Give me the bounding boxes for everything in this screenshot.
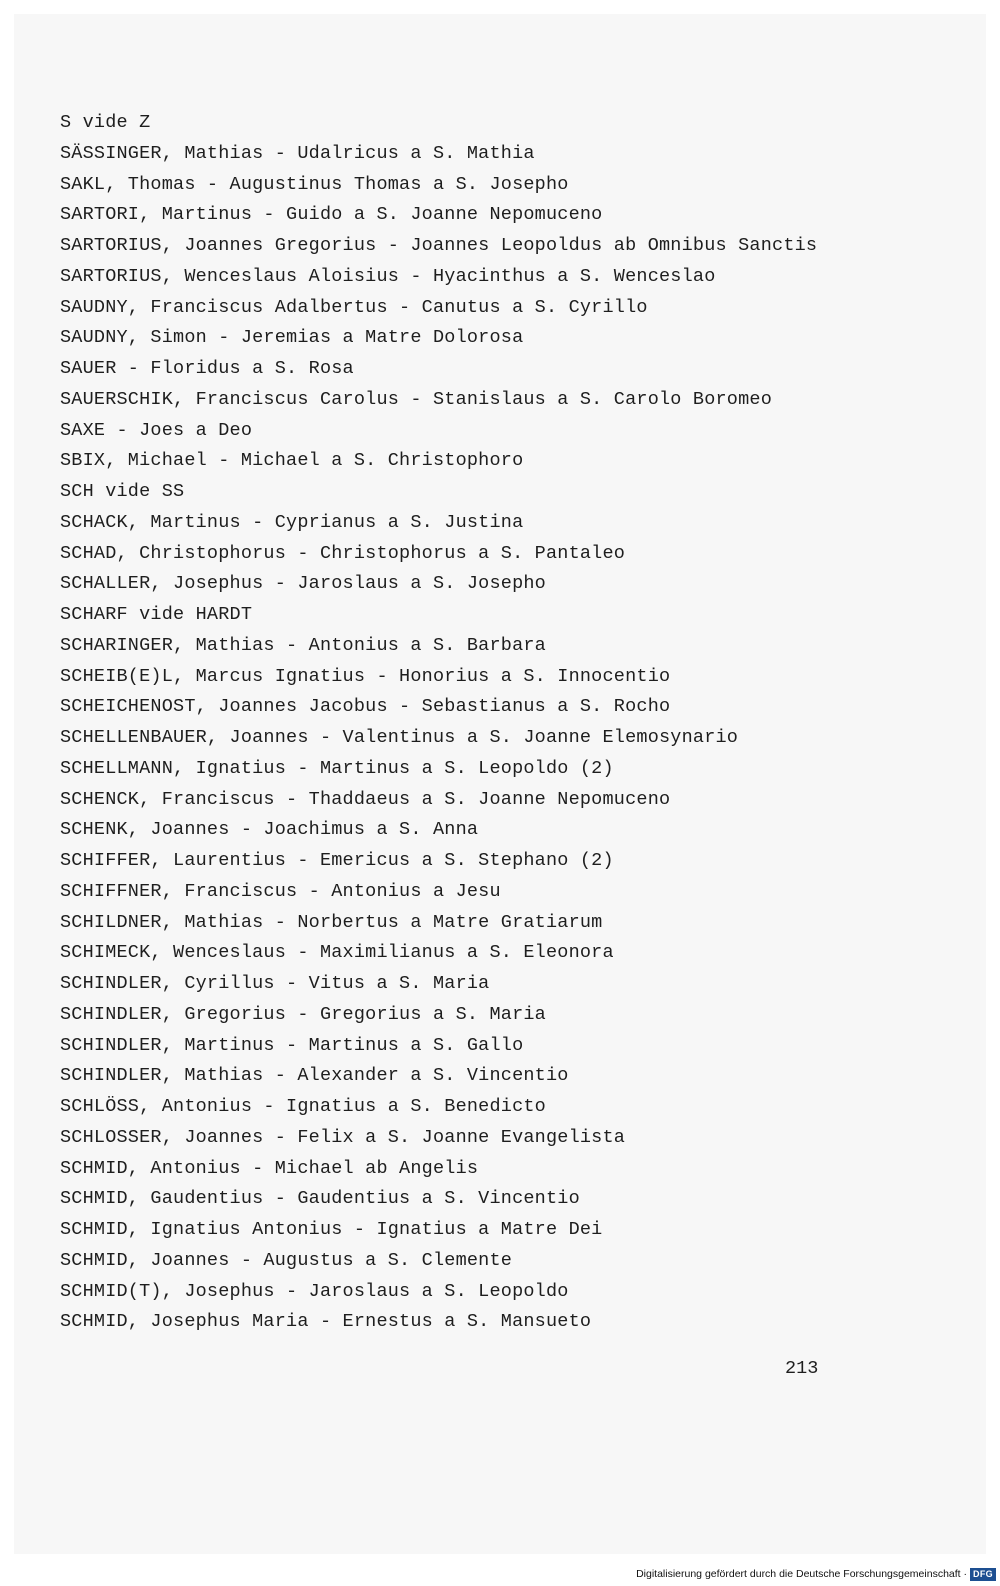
index-entry: SCHELLMANN, Ignatius - Martinus a S. Leopoldo (2) (60, 757, 614, 779)
index-entry: SCHIFFNER, Franciscus - Antonius a Jesu (60, 880, 501, 902)
index-entry: SCHINDLER, Cyrillus - Vitus a S. Maria (60, 973, 490, 994)
index-entry: SCHILDNER, Mathias - Norbertus a Matre Gratiarum (60, 911, 603, 933)
index-entry: S vide Z (60, 112, 151, 133)
index-entry: SCHIFFER, Laurentius - Emericus a S. Stephano (2) (60, 850, 614, 871)
index-entry: SCHINDLER, Gregorius - Gregorius a S. Maria (60, 1003, 546, 1025)
index-entry: SÄSSINGER, Mathias - Udalricus a S. Mathia (60, 142, 535, 164)
index-entry: SCHACK, Martinus - Cyprianus a S. Justina (60, 511, 524, 533)
index-entry: SBIX, Michael - Michael a S. Christophoro (60, 450, 524, 472)
page-number: 213 (785, 1358, 819, 1379)
index-entry: SAKL, Thomas - Augustinus Thomas a S. Josepho (60, 173, 569, 195)
index-entry: SAUDNY, Simon - Jeremias a Matre Dolorosa (60, 327, 524, 349)
index-entry: SCH vide SS (60, 481, 185, 502)
digitization-footer (636, 1566, 996, 1582)
index-entry: SAUERSCHIK, Franciscus Carolus - Stanislaus a S. Carolo Boromeo (60, 388, 773, 410)
index-entry: SARTORI, Martinus - Guido a S. Joanne Nepomuceno (60, 204, 603, 226)
index-entry: SCHEIB(E)L, Marcus Ignatius - Honorius a S. Innocentio (60, 665, 671, 687)
index-entry: SCHMID, Ignatius Antonius - Ignatius a Matre Dei (60, 1219, 603, 1240)
footer-text: Digitalisierung gefördert durch die Deutsche Forschungsgemeinschaft · (636, 1568, 967, 1580)
index-entry: SCHARF vide HARDT (60, 604, 253, 625)
index-entry: SCHENCK, Franciscus - Thaddaeus a S. Joanne Nepomuceno (60, 788, 671, 810)
index-entry: SCHEICHENOST, Joannes Jacobus - Sebastianus a S. Rocho (60, 696, 671, 718)
index-entry: SCHLOSSER, Joannes - Felix a S. Joanne Evangelista (60, 1126, 626, 1148)
scanned-page (14, 14, 986, 1554)
index-entry: SCHMID, Gaudentius - Gaudentius a S. Vincentio (60, 1188, 580, 1210)
index-entry: SCHINDLER, Mathias - Alexander a S. Vincentio (60, 1065, 569, 1087)
index-entry-list (60, 108, 817, 1338)
index-entry: SCHARINGER, Mathias - Antonius a S. Barbara (60, 634, 546, 656)
index-entry: SCHMID, Josephus Maria - Ernestus a S. Mansueto (60, 1311, 592, 1333)
index-entry: SCHIMECK, Wenceslaus - Maximilianus a S. Eleonora (60, 942, 614, 964)
index-entry: SAUDNY, Franciscus Adalbertus - Canutus a S. Cyrillo (60, 296, 648, 318)
index-entry: SCHELLENBAUER, Joannes - Valentinus a S. Joanne Elemosynario (60, 727, 739, 748)
index-entry: SCHLÖSS, Antonius - Ignatius a S. Benedicto (60, 1096, 546, 1117)
index-entry: SCHENK, Joannes - Joachimus a S. Anna (60, 819, 479, 841)
index-entry: SARTORIUS, Joannes Gregorius - Joannes Leopoldus ab Omnibus Sanctis (60, 235, 818, 256)
index-entry: SAUER - Floridus a S. Rosa (60, 358, 354, 379)
index-entry: SAXE - Joes a Deo (60, 419, 253, 441)
index-entry: SCHMID(T), Josephus - Jaroslaus a S. Leopoldo (60, 1280, 569, 1302)
index-entry: SCHMID, Antonius - Michael ab Angelis (60, 1157, 479, 1179)
index-entry: SCHINDLER, Martinus - Martinus a S. Gallo (60, 1034, 524, 1056)
dfg-logo: DFG (970, 1568, 996, 1581)
index-entry: SCHALLER, Josephus - Jaroslaus a S. Josepho (60, 573, 546, 595)
index-entry: SARTORIUS, Wenceslaus Aloisius - Hyacinthus a S. Wenceslao (60, 265, 716, 287)
index-entry: SCHMID, Joannes - Augustus a S. Clemente (60, 1249, 513, 1271)
index-entry: SCHAD, Christophorus - Christophorus a S. Pantaleo (60, 542, 626, 564)
